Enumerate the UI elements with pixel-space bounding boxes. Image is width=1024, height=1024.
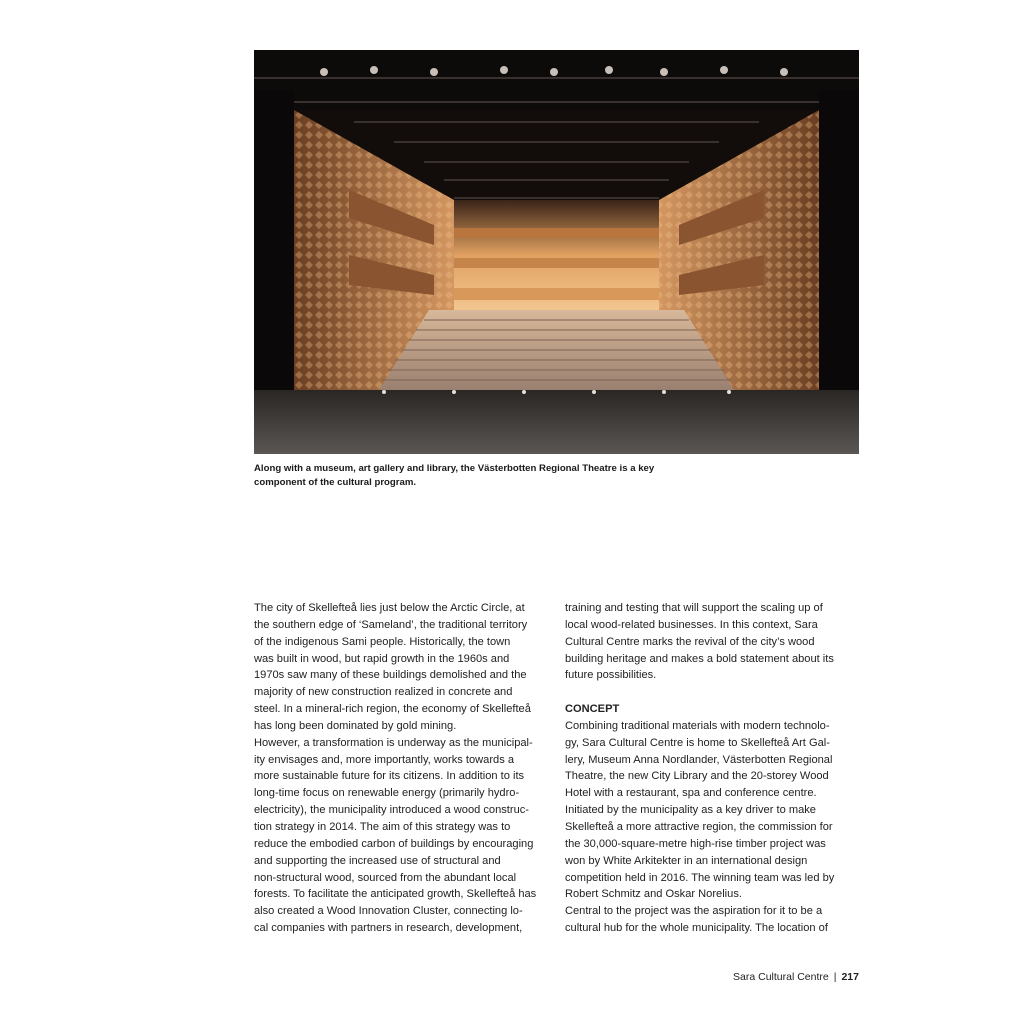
body-column-left xyxy=(254,600,554,937)
photo-caption xyxy=(254,462,694,490)
body-line: forests. To facilitate the anticipated growth, Skellefteå has xyxy=(254,888,537,901)
body-line: majority of new construction realized in concrete and xyxy=(254,686,513,699)
page-number: 217 xyxy=(841,971,859,983)
body-line: reduce the embodied carbon of buildings by encouraging xyxy=(254,837,534,850)
body-line: and supporting the increased use of structural and xyxy=(254,854,501,867)
body-line: Central to the project was the aspiration for it to be a xyxy=(565,905,823,918)
body-line: lery, Museum Anna Nordlander, Västerbotten Regional xyxy=(565,753,833,766)
body-line: won by White Arkitekter in an international design xyxy=(565,854,808,867)
body-line: steel. In a mineral-rich region, the economy of Skellefteå xyxy=(254,703,531,716)
body-line: the southern edge of ‘Sameland’, the traditional territory xyxy=(254,618,528,631)
body-line: 1970s saw many of these buildings demolished and the xyxy=(254,669,527,682)
body-line: building heritage and makes a bold statement about its xyxy=(565,652,834,665)
body-column-right xyxy=(565,600,865,937)
body-line: tion strategy in 2014. The aim of this strategy was to xyxy=(254,820,511,833)
body-line: Robert Schmitz and Oskar Norelius. xyxy=(565,888,742,901)
body-line: The city of Skellefteå lies just below the Arctic Circle, at xyxy=(254,602,525,614)
page-footer xyxy=(733,971,859,983)
body-line: competition held in 2016. The winning team was led by xyxy=(565,871,835,884)
body-line: However, a transformation is underway as the municipal- xyxy=(254,736,533,749)
body-line: Combining traditional materials with modern technolo- xyxy=(565,719,830,732)
footer-separator: | xyxy=(833,971,837,983)
body-line: also created a Wood Innovation Cluster, connecting lo- xyxy=(254,905,523,918)
paragraph-gap xyxy=(565,684,865,701)
body-line: has long been dominated by gold mining. xyxy=(254,719,457,732)
body-line: cal companies with partners in research, development, xyxy=(254,922,523,935)
body-line: electricity), the municipality introduced a wood construc- xyxy=(254,804,529,817)
body-line: was built in wood, but rapid growth in the 1960s and xyxy=(254,652,510,665)
body-line: Initiated by the municipality as a key driver to make xyxy=(565,804,816,817)
running-title: Sara Cultural Centre xyxy=(733,971,829,983)
body-line: gy, Sara Cultural Centre is home to Skellefteå Art Gal- xyxy=(565,736,830,749)
body-line: Skellefteå a more attractive region, the commission for xyxy=(565,820,833,833)
theatre-interior-image xyxy=(254,50,859,454)
caption-line: Along with a museum, art gallery and library, the Västerbotten Regional Theatre is a key xyxy=(254,463,655,474)
body-line: of the indigenous Sami people. Historically, the town xyxy=(254,635,511,648)
body-line: local wood-related businesses. In this context, Sara xyxy=(565,618,818,631)
body-line: more sustainable future for its citizens. In addition to its xyxy=(254,770,525,783)
body-line: training and testing that will support the scaling up of xyxy=(565,602,823,614)
body-line: cultural hub for the whole municipality. The location of xyxy=(565,922,828,935)
body-line: long-time focus on renewable energy (primarily hydro- xyxy=(254,787,520,800)
caption-line: component of the cultural program. xyxy=(254,477,417,488)
theatre-photo xyxy=(254,50,859,454)
body-line: non-structural wood, sourced from the abundant local xyxy=(254,871,517,884)
body-line: Hotel with a restaurant, spa and conference centre. xyxy=(565,787,817,800)
body-line: future possibilities. xyxy=(565,669,657,682)
body-line: Theatre, the new City Library and the 20-storey Wood xyxy=(565,770,829,783)
body-line: ity envisages and, more importantly, works towards a xyxy=(254,753,514,766)
body-line: Cultural Centre marks the revival of the city’s wood xyxy=(565,635,815,648)
body-line: the 30,000-square-metre high-rise timber project was xyxy=(565,837,826,850)
section-heading: CONCEPT xyxy=(565,703,620,716)
